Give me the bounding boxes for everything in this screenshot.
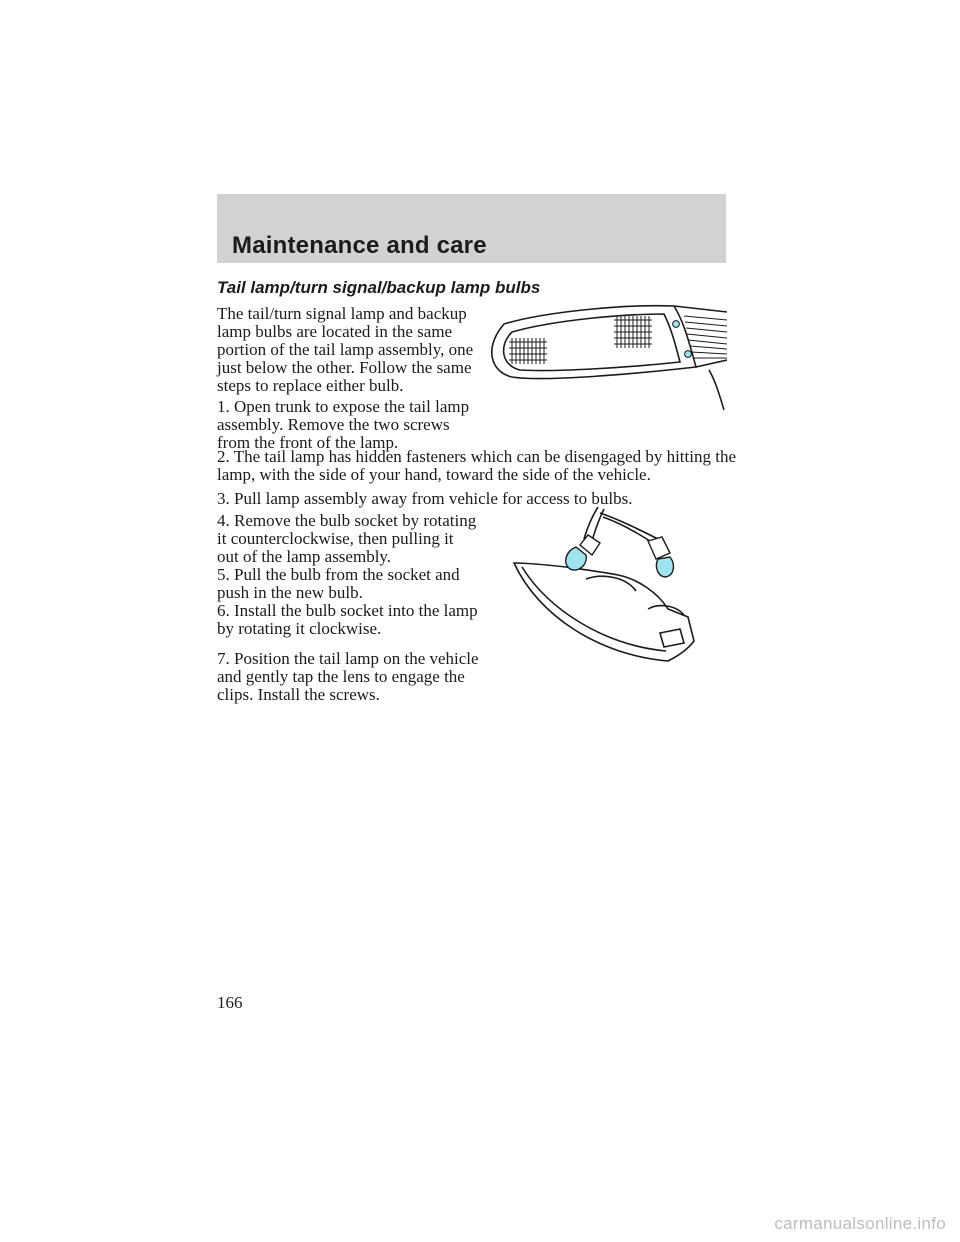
step-7: 7. Position the tail lamp on the vehicle and gently tap the lens to engage the clips. Install the screws. — [217, 649, 479, 704]
step-3: 3. Pull lamp assembly away from vehicle for access to bulbs. — [217, 489, 633, 508]
page-number: 166 — [217, 993, 243, 1012]
section-header-title: Maintenance and care — [232, 232, 487, 259]
step-5: 5. Pull the bulb from the socket and push in the new bulb. — [217, 565, 460, 602]
step-4: 4. Remove the bulb socket by rotating it counterclockwise, then pulling it out of the lamp assembly. — [217, 511, 477, 566]
bulb-socket-illustration-icon — [508, 505, 698, 665]
tail-lamp-illustration-icon — [484, 302, 727, 412]
section-title: Tail lamp/turn signal/backup lamp bulbs — [217, 278, 541, 297]
step-2: 2. The tail lamp has hidden fasteners which can be disengaged by hitting the lamp, with the side of your hand, toward the side of the vehicle. — [217, 447, 736, 484]
intro-paragraph: The tail/turn signal lamp and backup lamp bulbs are located in the same portion of the tail lamp assembly, one just below the other. Follow the same steps to replace either bulb. — [217, 304, 474, 395]
step-1: 1. Open trunk to expose the tail lamp assembly. Remove the two screws from the front of the lamp. — [217, 397, 470, 452]
section-header-band — [217, 194, 726, 263]
watermark-logo: carmanualsonline.info — [774, 1214, 946, 1233]
step-6: 6. Install the bulb socket into the lamp by rotating it clockwise. — [217, 601, 478, 638]
